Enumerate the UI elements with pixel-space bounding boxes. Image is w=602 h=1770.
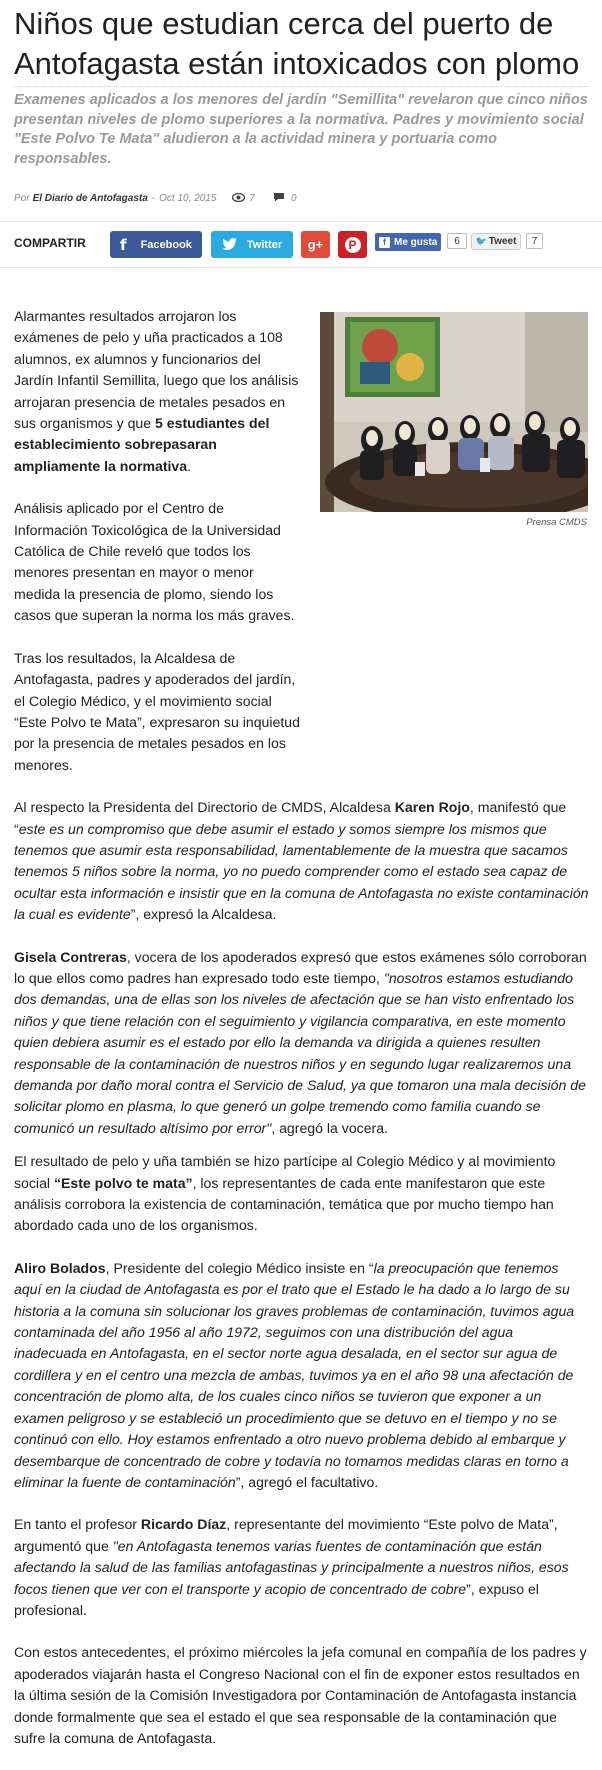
quote-text: la preocupación que tenemos aquí en la ciudad de Antofagasta es por el trato que el Estado le ha dado a lo largo de su historia a la comuna sin solucionar los graves problemas de contaminación, tuvimos agua contaminada del año 1956 al año 1972, seguimos con una distribución del agua inadecuada en Antofagasta, en el sector norte agua desalada, en el sector sur agua de cordillera y en el centro una mezcla de ambas, tuvimos ya en el año 98 una afectación de concentración de plomo alta, de los cuales cinco niños se tuvieron que exponer a un examen peligroso y se estableció un procedimiento que se detuvo en el tiempo y no se continuó con ello. Hoy estamos enfrentado a otro nuevo problema debido al embarque y desembarque de concentrado de cobre y todavía no tomamos medidas claras en torno a eliminar la fuente de contaminación <box>14 1259 575 1490</box>
facebook-like-count: 6 <box>447 233 467 249</box>
body-paragraph <box>14 498 589 626</box>
paragraph-text: , vocera de los apoderados expresó que estos exámenes sólo corroboran lo que ellos como padres han expresado todo este tiempo, <box>14 948 587 986</box>
twitter-share-button[interactable] <box>211 231 293 258</box>
quote-text: "nosotros estamos estudiando dos demandas, una de ellas son los niveles de afectación que se han visto enfrentado los niños y que tiene relación con el seguimiento y vigilancia comparativa, en este momento quien debiera asumir es el estado por ello la demanda va dirigida a quienes resulten responsable de la contaminación de nuestros niños y en segundo lugar realizaremos una demanda por daño moral contra el Servicio de Salud, ya que tomaron una mala decisión de solicitar plomo en plasma, lo que generó un golpe tremendo como familia cuando se comunicó un resultado altísimo por error" <box>14 969 586 1136</box>
article-meta <box>14 191 297 205</box>
paragraph-text: , representante del movimiento “Este polvo de Mata”, argumentó que <box>14 1516 558 1554</box>
eye-icon <box>232 191 245 205</box>
quote-text: "en Antofagasta tenemos varias fuentes de contaminación que están afectando la salud de las familias antofagastinas y principalmente a nuestros niños, esos focos tienen que ver con el transporte y acopio de concentrado de cobre <box>14 1537 569 1597</box>
share-label: COMPARTIR <box>14 236 86 250</box>
paragraph-text: ”, expuso el profesional. <box>14 1580 539 1618</box>
person-name: Aliro Bolados <box>14 1259 106 1276</box>
paragraph-text: . <box>187 457 192 474</box>
person-name: Karen Rojo <box>394 799 470 816</box>
highlighted-text: “Este polvo te mata” <box>53 1174 193 1191</box>
body-paragraph <box>14 1258 589 1493</box>
publish-date: Oct 10, 2015 <box>159 192 217 204</box>
meta-separator: - <box>151 192 156 204</box>
paragraph-text: ”, expresó la Alcaldesa. <box>130 906 277 923</box>
googleplus-share-button[interactable] <box>301 231 330 258</box>
body-paragraph <box>14 1151 589 1237</box>
comment-icon[interactable] <box>273 192 285 205</box>
paragraph-text: , agregó la vocera. <box>271 1119 388 1136</box>
view-count: 7 <box>249 192 255 204</box>
comment-count[interactable]: 0 <box>290 192 297 204</box>
paragraph-text: , los representantes de cada ente manifestaron que este análisis corrobora la existencia de contaminación, temática que por mucho tiempo han abordado cada uno de los organismos. <box>14 1174 554 1234</box>
article-body <box>14 306 589 1770</box>
facebook-like-label: Me gusta <box>394 236 438 248</box>
facebook-icon: f <box>120 235 127 254</box>
body-paragraph <box>14 1514 589 1621</box>
paragraph-text: Análisis aplicado por el Centro de Información Toxicológica de la Universidad Católica de Chile reveló que todos los menores presentan en mayor o menor medida la presencia de plomo, siendo los casos que superan la norma los más graves. <box>14 500 295 624</box>
twitter-label: Twitter <box>246 238 283 251</box>
twitter-icon <box>222 236 237 254</box>
tweet-count: 7 <box>526 233 543 249</box>
paragraph-text: En tanto el profesor <box>14 1516 141 1533</box>
paragraph-text: El resultado de pelo y uña también se hizo partícipe al Colegio Médico y al movimiento social <box>14 1153 556 1191</box>
twitter-bird-icon: 🐦 <box>475 236 487 247</box>
byline-prefix: Por <box>14 192 30 204</box>
paragraph-text: , manifestó que “ <box>14 799 567 837</box>
googleplus-icon: g+ <box>307 237 324 252</box>
article-title: Niños que estudian cerca del puerto de Antofagasta están intoxicados con plomo <box>14 6 580 81</box>
body-paragraph <box>14 306 300 477</box>
author-link[interactable]: El Diario de Antofagasta <box>32 192 148 204</box>
body-paragraph <box>14 1642 589 1749</box>
article-summary: Examenes aplicados a los menores del jardín "Semillita" revelaron que cinco niños presentan niveles de plomo superiores a la normativa. Padres y movimiento social "Este Polvo Te Mata" aludieron a la actividad minera y portuaria como responsables. <box>14 92 588 167</box>
highlighted-text: 5 estudiantes del establecimiento sobrepasaran ampliamente la normativa <box>14 415 270 474</box>
pinterest-share-button[interactable] <box>338 231 367 258</box>
title-divider <box>14 86 589 87</box>
body-paragraph <box>14 797 589 925</box>
quote-text: este es un compromiso que debe asumir el estado y somos siempre los mismos que tenemos que asumir esta responsabilidad, lamentablemente de la muestra que sacamos tenemos 5 niños sobre la norma, yo no puedo comprender como el estado sea capaz de ocultar esta información e insistir que en la comuna de Antofagasta no existe contaminación la cual es evidente <box>14 820 589 923</box>
person-name: Ricardo Díaz <box>140 1516 227 1533</box>
tweet-button[interactable] <box>471 233 521 250</box>
facebook-like-button[interactable] <box>375 233 441 251</box>
body-paragraph <box>14 947 589 1140</box>
paragraph-text: Tras los resultados, la Alcaldesa de Antofagasta, padres y apoderados del jardín, el Colegio Médico, y el movimiento social “Este Polvo te Mata”, expresaron su inquietud por la presencia de metales pesados en los menores. <box>14 649 300 773</box>
facebook-share-button[interactable] <box>110 231 202 258</box>
paragraph-text: Alarmantes resultados arrojaron los exámenes de pelo y uña practicados a 108 alumnos, ex alumnos y funcionarios del Jardín Infantil Semillita, luego que los análisis arrojaran presencia de metales pesados en sus organismos y que <box>14 308 299 432</box>
tweet-label: Tweet <box>488 236 517 247</box>
pinterest-icon: P <box>345 237 361 253</box>
paragraph-text: ”, agregó el facultativo. <box>235 1473 379 1490</box>
paragraph-text: Con estos antecedentes, el próximo miércoles la jefa comunal en compañía de los padres y apoderados viajarán hasta el Congreso Nacional con el fin de exponer estos resultados en la última sesión de la Comisión Investigadora por Contaminación de Antofagasta instancia donde formalmente que sea el estado el que sea responsable de la contaminación que sufre la comuna de Antofagasta. <box>14 1644 587 1746</box>
paragraph-text: , Presidente del colegio Médico insiste en “ <box>105 1259 374 1276</box>
photo-caption: Prensa CMDS <box>526 517 587 528</box>
paragraph-text: Al respecto la Presidenta del Directorio de CMDS, Alcaldesa <box>14 799 395 816</box>
person-name: Gisela Contreras <box>14 948 127 965</box>
facebook-label: Facebook <box>140 238 192 251</box>
facebook-icon: f <box>379 237 390 248</box>
body-paragraph <box>14 648 300 776</box>
